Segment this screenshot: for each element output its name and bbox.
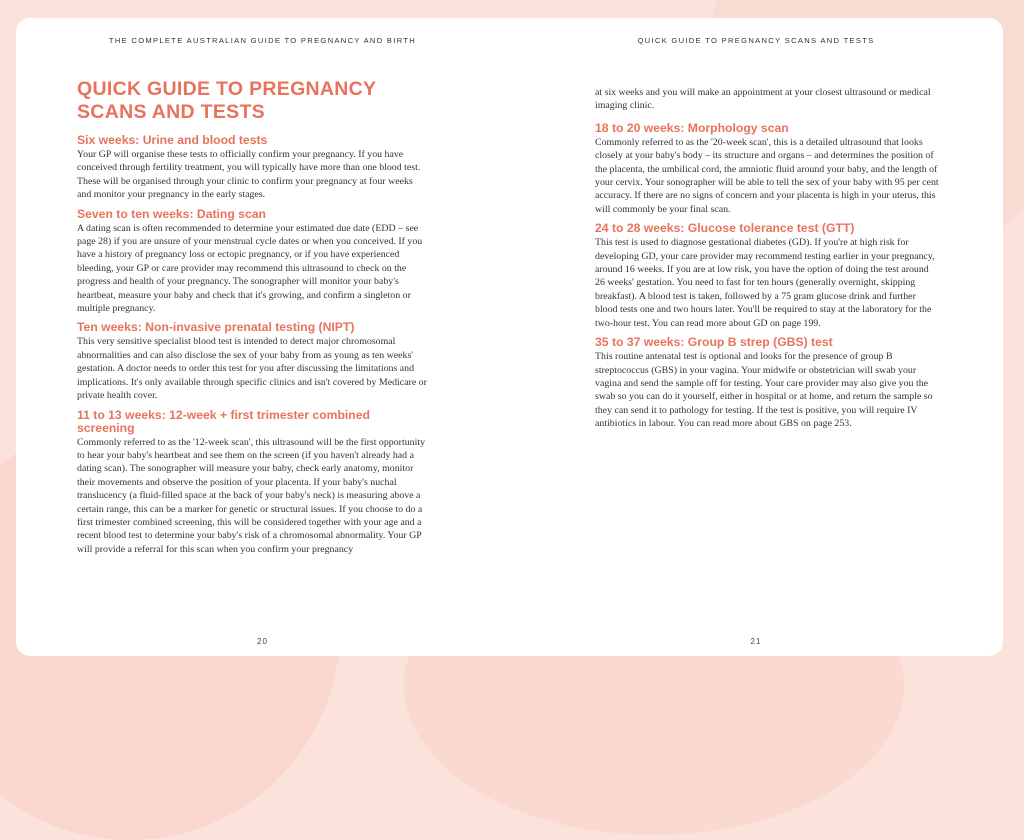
section-six-weeks — [77, 134, 429, 202]
section-heading: 11 to 13 weeks: 12-week + first trimester combined screening — [77, 407, 370, 435]
section-heading: Six weeks: Urine and blood tests — [77, 133, 268, 147]
section-heading: 35 to 37 weeks: Group B strep (GBS) test — [595, 335, 833, 350]
continued-text: at six weeks and you will make an appointment at your closest ultrasound or medical imaging clinic. — [595, 87, 931, 112]
section-12-week-scan — [77, 409, 429, 557]
section-body: Commonly referred to as the '20-week scan', this is a detailed ultrasound that looks closely at your baby's body – its structure and organs – and determines the position of the placenta, the umbilical cord, the amniotic fluid around your baby, and the length of your cervix. Your sonographer will be able to tell the sex of your baby with 95 per cent accuracy. If there are no signs of concern and your placenta is high in your uterus, this will commonly be your final scan. — [595, 136, 939, 215]
running-head: THE COMPLETE AUSTRALIAN GUIDE TO PREGNANCY AND BIRTH — [108, 36, 417, 45]
page-number: 21 — [750, 637, 762, 646]
title-line: SCANS AND TESTS — [77, 101, 265, 123]
section-body: A dating scan is often recommended to determine your estimated due date (EDD – see page 28) if you are unsure of your menstrual cycle dates or when you conceived. If you have a history of pregnancy loss or ectopic pregnancy, or if you have experienced bleeding, your GP or care provider may recommend this ultrasound to check on the progress and health of your pregnancy. The sonographer will monitor your baby's heartbeat, measure your baby and check that it's growing, and confirm a singleton or multiple pregnancy. — [77, 222, 423, 315]
section-body: This test is used to diagnose gestational diabetes (GD). If you're at high risk for developing GD, your care provider may recommend testing earlier in your pregnancy, around 16 weeks. If you are at low risk, you have the option of doing the test around 26 weeks' gestation. You need to fast for ten hours (generally overnight, skipping breakfast). A blood test is taken, followed by a 75 gram glucose drink and further blood tests one and two hours later. You'll be required to stay at the laboratory for the two-hour test. You can read more about GD on page 199. — [595, 237, 935, 329]
page-title — [77, 78, 429, 124]
section-heading: Ten weeks: Non-invasive prenatal testing (NIPT) — [77, 320, 355, 335]
section-body: Commonly referred to as the '12-week scan', this ultrasound will be the first opportunity to hear your baby's heartbeat and see them on the screen (if you haven't already had a dating scan). The sonographer will measure your baby, check early anatomy, monitor their movements and observe the position of your placenta. If your baby's nuchal translucency (a fluid-filled space at the back of your baby's neck) is measuring above a certain range, this can be a marker for genetic or structural issues. If you choose to do a first trimester combined screening, this will be considered together with your age and a recent blood test to determine your baby's risk of a chromosomal abnormality. Your GP will provide a referral for this scan when you confirm your pregnancy — [77, 436, 426, 555]
section-body: This very sensitive specialist blood test is intended to detect major chromosomal abnormalities and can also disclose the sex of your baby from as young as ten weeks' gestation. A doctor needs to order this test for you after discussing the limitations and implications. It's only available through specific clinics and isn't covered by Medicare or private health cover. — [77, 336, 427, 402]
page-number: 20 — [257, 637, 268, 646]
running-head: QUICK GUIDE TO PREGNANCY SCANS AND TESTS — [637, 36, 875, 45]
section-morphology-scan — [595, 122, 940, 216]
section-body: Your GP will organise these tests to officially confirm your pregnancy. If you have conceived through fertility treatment, you will typically have more than one blood test. These will be organised through your clinic to confirm your pregnancy at four weeks and monitor your pregnancy in the early stages. — [77, 149, 421, 201]
right-page-content — [595, 86, 940, 437]
left-page-content — [77, 78, 429, 562]
book-spread — [16, 18, 1003, 656]
section-body: This routine antenatal test is optional and looks for the presence of group B streptococcus (GBS) in your vagina. Your midwife or obstetrician will swab your vagina and send the sample off for testing. Your care provider may also give you the swab so you can do it yourself, either in hospital or at home, and return the sample so they can send it to pathology for testing. If the test is positive, you will require IV antibiotics in labour. You can read more about GBS on page 253. — [595, 351, 933, 430]
section-heading: Seven to ten weeks: Dating scan — [77, 206, 266, 221]
title-line: QUICK GUIDE TO PREGNANCY — [77, 78, 377, 100]
section-gtt — [595, 222, 940, 330]
section-gbs-test — [595, 336, 940, 430]
section-nipt — [77, 321, 429, 402]
section-heading: 18 to 20 weeks: Morphology scan — [595, 120, 789, 135]
section-heading: 24 to 28 weeks: Glucose tolerance test (GTT) — [595, 221, 855, 236]
section-dating-scan — [77, 208, 429, 316]
